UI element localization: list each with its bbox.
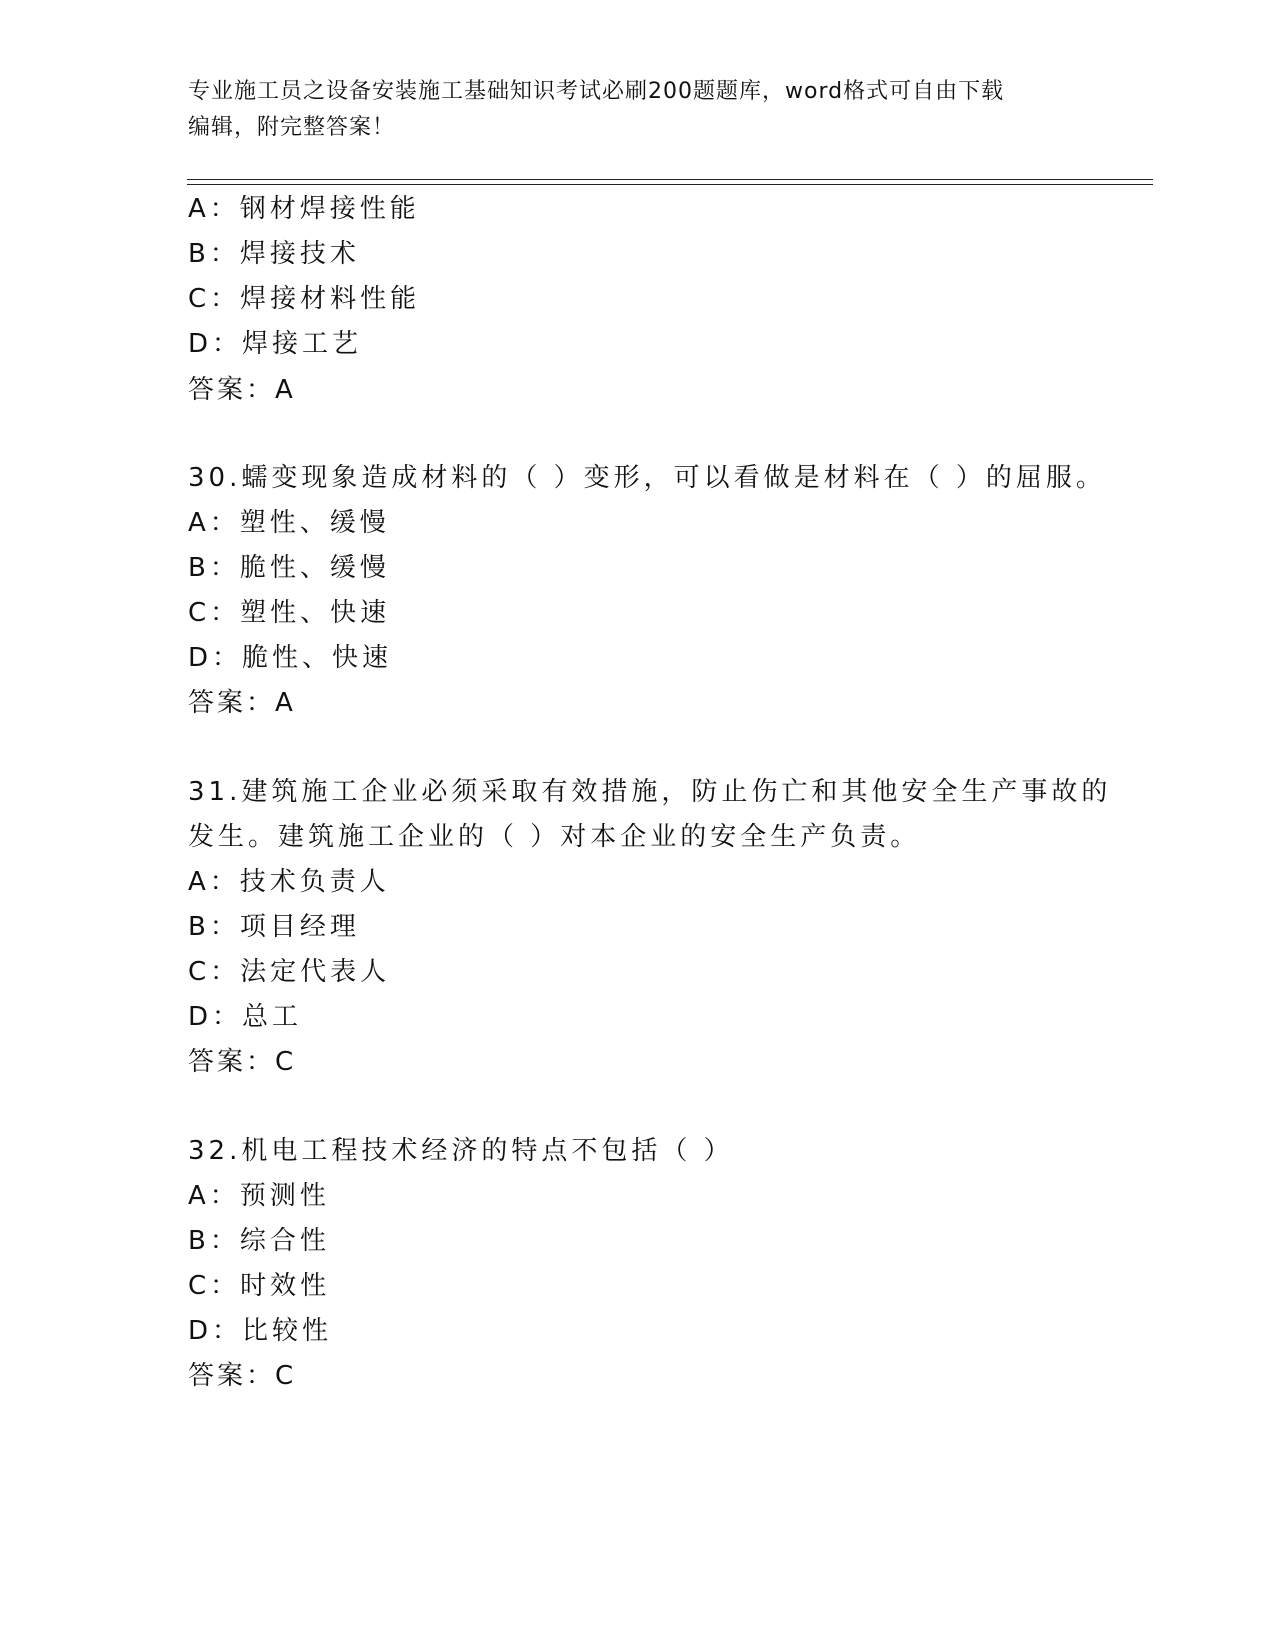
q31-option-d: D：总工 xyxy=(188,1002,303,1032)
q31-option-b: B：项目经理 xyxy=(188,912,360,942)
q30-option-d: D：脆性、快速 xyxy=(188,643,393,673)
q29-option-a: A：钢材焊接性能 xyxy=(188,194,420,224)
q31-option-c: C：法定代表人 xyxy=(188,957,391,987)
q32-option-d: D：比较性 xyxy=(188,1316,333,1346)
q29-answer: 答案：A xyxy=(188,375,296,405)
header-line-2: 编辑，附完整答案！ xyxy=(188,115,396,140)
q30-option-c: C：塑性、快速 xyxy=(188,598,391,628)
q32-option-b: B：综合性 xyxy=(188,1226,330,1256)
q30-answer: 答案：A xyxy=(188,688,296,718)
q31-stem-line-1: 31.建筑施工企业必须采取有效措施，防止伤亡和其他安全生产事故的 xyxy=(188,777,1112,807)
header-divider-top xyxy=(187,179,1153,180)
q29-option-d: D：焊接工艺 xyxy=(188,329,363,359)
q32-option-a: A：预测性 xyxy=(188,1181,330,1211)
q30-option-b: B：脆性、缓慢 xyxy=(188,553,390,583)
q32-answer: 答案：C xyxy=(188,1361,297,1391)
q31-stem-line-2: 发生。建筑施工企业的（ ）对本企业的安全生产负责。 xyxy=(188,822,921,852)
header-divider-bottom xyxy=(187,184,1153,185)
q30-stem: 30.蠕变现象造成材料的（ ）变形，可以看做是材料在（ ）的屈服。 xyxy=(188,463,1106,493)
document-header xyxy=(188,74,1088,146)
q32-option-c: C：时效性 xyxy=(188,1271,331,1301)
q29-option-b: B：焊接技术 xyxy=(188,239,360,269)
q32-stem: 32.机电工程技术经济的特点不包括（ ） xyxy=(188,1136,734,1166)
q30-option-a: A：塑性、缓慢 xyxy=(188,508,390,538)
q31-answer: 答案：C xyxy=(188,1047,297,1077)
q31-option-a: A：技术负责人 xyxy=(188,867,390,897)
header-line-1: 专业施工员之设备安装施工基础知识考试必刷200题题库，word格式可自由下载 xyxy=(188,79,1005,104)
q29-option-c: C：焊接材料性能 xyxy=(188,284,421,314)
